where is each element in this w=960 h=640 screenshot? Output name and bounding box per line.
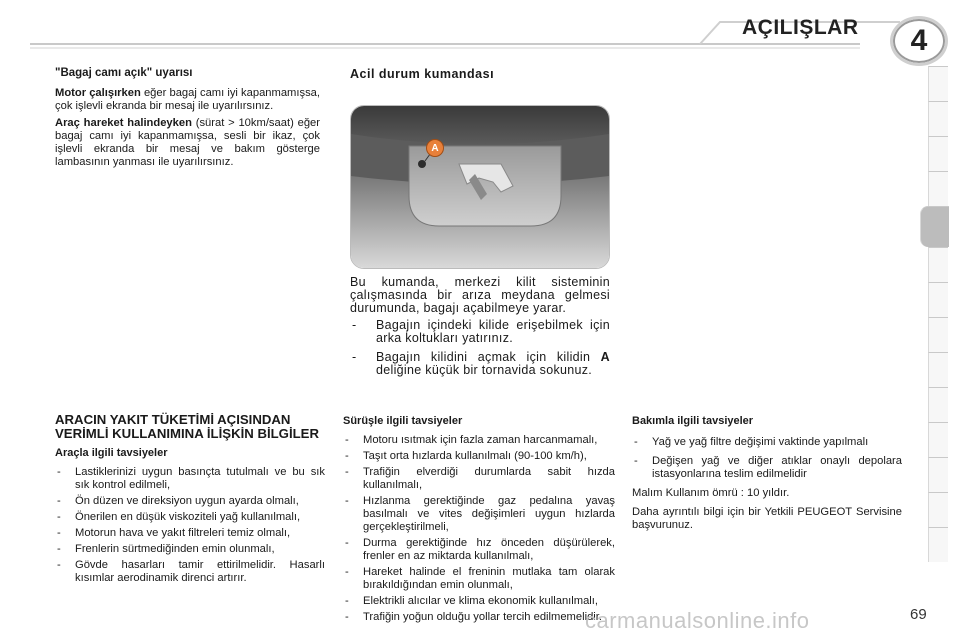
list-item: - Yağ ve yağ filtre değişimi vaktinde yapılmalı (632, 436, 902, 449)
fuel-economy-vehicle-column (55, 413, 325, 588)
list-item: - Hareket halinde el freninin mutlaka tam olarak bırakıldığından emin olunmalı, (343, 566, 615, 592)
list-item: - Frenlerin sürtmediğinden emin olunmalı, (55, 543, 325, 556)
trunk-warning-section (55, 67, 320, 173)
list-item: - Motoru ısıtmak için fazla zaman harcanmamalı, (343, 434, 615, 447)
chapter-tab[interactable] (928, 352, 948, 387)
chapter-tab[interactable] (928, 527, 948, 562)
dealer-note: Daha ayrıntılı bilgi için bir Yetkili PEUGEOT Servisine başvurunuz. (632, 506, 902, 531)
chapter-title: AÇILIŞLAR (742, 16, 859, 39)
list-item: - Ön düzen ve direksiyon uygun ayarda olmalı, (55, 495, 325, 508)
fuel-economy-title: ARACIN YAKIT TÜKETİMİ AÇISINDAN VERİMLİ KULLANIMINA İLİŞKİN BİLGİLER (55, 412, 319, 441)
engine-running-paragraph: Motor çalışırken eğer bagaj camı iyi kapanmamışsa, çok işlevli ekranda bir mesaj ile uyarılırsınız. (55, 87, 321, 112)
trunk-warning-title: "Bagaj camı açık" uyarısı (55, 67, 193, 79)
watermark: carmanualsonline.info (585, 608, 810, 633)
vehicle-tips-list (55, 466, 325, 585)
chapter-tab[interactable] (928, 317, 948, 352)
driving-tips-heading: Sürüşle ilgili tavsiyeler (343, 415, 463, 427)
chapter-tab[interactable] (928, 247, 948, 282)
chapter-tab[interactable] (928, 282, 948, 317)
list-item: - Lastiklerinizi uygun basınçta tutulmalı ve bu sık sık kontrol edilmeli, (55, 466, 325, 492)
maintenance-tips-list (632, 436, 902, 481)
chapter-tab[interactable] (928, 457, 948, 492)
figure-callout-a: A (426, 139, 444, 157)
chapter-tab-active[interactable] (920, 206, 949, 247)
vehicle-moving-paragraph: Araç hareket halindeyken (sürat > 10km/saat) eğer bagaj camı iyi kapanmamışsa, sesli bir ikaz, çok işlevli ekranda bir mesaj ve bakım gösterge lambasının yanması ile uyarılırsınız. (55, 117, 320, 168)
chapter-tab[interactable] (928, 492, 948, 527)
emergency-control-text (350, 276, 610, 383)
list-item: - Durma gerektiğinde hız önceden düşürülerek, frenler en az miktarda kullanılmalı, (343, 537, 615, 563)
chapter-tab[interactable] (928, 136, 948, 171)
list-item: - Hızlanma gerektiğinde gaz pedalına yavaş basılmalı ve vites değişimleri uygun hızlarda gerçekleştirilmeli, (343, 495, 615, 534)
emergency-control-title: Acil durum kumandası (350, 67, 495, 81)
chapter-tab[interactable] (928, 422, 948, 457)
fuel-economy-maintenance-column (632, 413, 902, 536)
list-item: - Trafiğin yoğun olduğu yollar tercih edilmemelidir. (343, 611, 615, 624)
list-item: - Önerilen en düşük viskoziteli yağ kullanılmalı, (55, 511, 325, 524)
page-number: 69 (910, 606, 927, 623)
chapter-tab[interactable] (928, 101, 948, 136)
driving-tips-list (343, 434, 615, 624)
chapter-tab[interactable] (928, 387, 948, 422)
list-item: - Taşıt orta hızlarda kullanılmalı (90-100 km/h), (343, 450, 615, 463)
list-item: - Bagajın kilidini açmak için kilidin A deliğine küçük bir tornavida sokunuz. (350, 351, 610, 377)
emergency-lock-illustration (350, 105, 610, 269)
chapter-tab[interactable] (928, 171, 948, 206)
list-item: - Gövde hasarları tamir ettirilmelidir. Hasarlı kısımlar aerodinamik direnci artırır. (55, 559, 325, 585)
chapter-number-badge: 4 (890, 16, 948, 66)
emergency-intro: Bu kumanda, merkezi kilit sisteminin çalışmasında bir arıza meydana gelmesi durumunda, bagajı açabilmeye yarar. (350, 275, 610, 315)
chapter-tab[interactable] (928, 66, 948, 101)
list-item: - Değişen yağ ve diğer atıklar onaylı depolara istasyonlarına teslim edilmelidir (632, 455, 902, 481)
list-item: - Motorun hava ve yakıt filtreleri temiz olmalı, (55, 527, 325, 540)
list-item: - Elektrikli alıcılar ve klima ekonomik kullanılmalı, (343, 595, 615, 608)
vehicle-tips-heading: Araçla ilgili tavsiyeler (55, 447, 168, 459)
oil-life-note: Malım Kullanım ömrü : 10 yıldır. (632, 487, 790, 499)
maintenance-tips-heading: Bakımla ilgili tavsiyeler (632, 415, 754, 427)
fuel-economy-driving-column (343, 413, 615, 627)
emergency-steps (350, 319, 610, 377)
chapter-tabs (928, 66, 948, 562)
list-item: - Bagajın içindeki kilide erişebilmek için arka koltukları yatırınız. (350, 319, 610, 345)
list-item: - Trafiğin elverdiği durumlarda sabit hızda kullanılmalı, (343, 466, 615, 492)
